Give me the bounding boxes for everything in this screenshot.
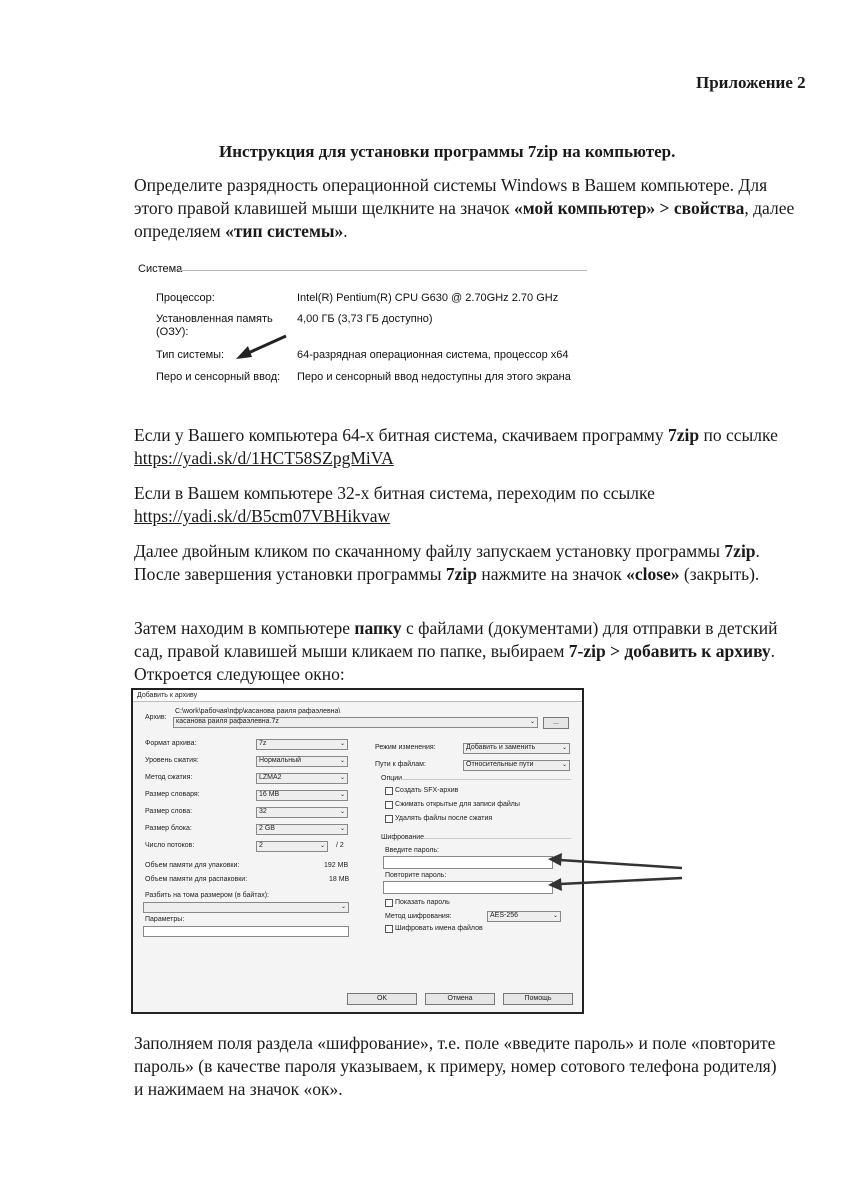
mem-unpack-label: Объем памяти для распаковки: (145, 876, 248, 883)
system-info-header: Система (138, 263, 183, 275)
paragraph-folder: Затем находим в компьютере папку с файлами (документами) для отправки в детский сад, правой клавишей мыши кликаем по папке, выбираем 7-zip > добавить к архиву. Откроется следующее окно: (134, 618, 778, 684)
paragraph-32bit: Если в Вашем компьютере 32-х битная система, переходим по ссылке https://yadi.sk/d/B5cm07VBHikvaw (134, 483, 655, 526)
divider (401, 779, 571, 780)
enc-method-select[interactable]: AES-256 ⌄ (487, 911, 561, 922)
paragraph-bitness: Определите разрядность операционной системы Windows в Вашем компьютере. Для этого правой клавишей мыши щелкните на значок «мой компьютер» > свойства, далее определяем «тип системы». (134, 175, 795, 241)
update-label: Режим изменения: (375, 744, 436, 751)
mem-pack-value: 192 MB (324, 862, 349, 869)
dict-select[interactable]: 16 MB ⌄ (256, 790, 348, 801)
paragraph-64bit: Если у Вашего компьютера 64-х битная система, скачиваем программу 7zip по ссылке https://yadi.sk/d/1HCT58SZpgMiVA (134, 425, 778, 468)
params-input[interactable] (143, 926, 349, 937)
mem-unpack-value: 18 MB (329, 876, 350, 883)
divider (423, 838, 571, 839)
options-label: Опции (381, 775, 403, 782)
encryption-label: Шифрование (381, 834, 425, 841)
divider (178, 270, 587, 271)
level-select[interactable]: Нормальный ⌄ (256, 756, 348, 767)
shared-label: Сжимать открытые для записи файлы (395, 801, 520, 808)
block-select[interactable]: 2 GB ⌄ (256, 824, 348, 835)
split-select[interactable]: ⌄ (143, 902, 349, 913)
split-label: Разбить на тома размером (в байтах): (145, 892, 270, 899)
method-label: Метод сжатия: (145, 774, 193, 781)
sfx-label: Создать SFX-архив (395, 787, 459, 794)
pen-label: Перо и сенсорный ввод: (156, 371, 281, 383)
memory-label: Установленная память (ОЗУ): (156, 313, 273, 338)
mem-pack-label: Объем памяти для упаковки: (145, 862, 240, 869)
archive-path: C:\work\рабочая\пфр\касанова раиля рафаэлевна\ (175, 708, 341, 715)
threads-select[interactable]: 2 ⌄ (256, 841, 328, 852)
block-label: Размер блока: (145, 825, 192, 832)
browse-button[interactable]: ... (543, 717, 569, 729)
encrypt-names-label: Шифровать имена файлов (395, 925, 483, 932)
pointer-arrow-icon (232, 332, 292, 362)
threads-label: Число потоков: (145, 842, 195, 849)
link-64bit[interactable]: https://yadi.sk/d/1HCT58SZpgMiVA (134, 448, 394, 468)
paragraph-final: Заполняем поля раздела «шифрование», т.е. поле «введите пароль» и поле «повторите пароль» (в качестве пароля указываем, к примеру, номер сотового телефона родителя) и нажимаем на значок «ок». (134, 1033, 777, 1099)
archive-name-select[interactable]: касанова раиля рафаэлевна.7z ⌄ (173, 717, 538, 728)
password-label: Введите пароль: (385, 847, 440, 854)
dialog-title: Добавить к архиву (137, 692, 198, 699)
show-password-checkbox[interactable] (385, 899, 393, 907)
format-label: Формат архива: (145, 740, 197, 747)
appendix-label: Приложение 2 (696, 73, 806, 92)
dict-label: Размер словаря: (145, 791, 200, 798)
processor-value: Intel(R) Pentium(R) CPU G630 @ 2.70GHz 2.70 GHz (297, 292, 559, 304)
word-label: Размер слова: (145, 808, 193, 815)
level-label: Уровень сжатия: (145, 757, 199, 764)
ok-button[interactable]: OK (347, 993, 417, 1005)
system-type-value: 64-разрядная операционная система, процессор x64 (297, 349, 569, 361)
sfx-checkbox[interactable] (385, 787, 393, 795)
password-input[interactable] (383, 856, 553, 869)
paths-select[interactable]: Относительные пути ⌄ (463, 760, 570, 771)
word-select[interactable]: 32 ⌄ (256, 807, 348, 818)
help-button[interactable]: Помощь (503, 993, 573, 1005)
update-select[interactable]: Добавить и заменить ⌄ (463, 743, 570, 754)
delete-label: Удалять файлы после сжатия (395, 815, 493, 822)
link-32bit[interactable]: https://yadi.sk/d/B5cm07VBHikvaw (134, 506, 391, 526)
cancel-button[interactable]: Отмена (425, 993, 495, 1005)
paths-label: Пути к файлам: (375, 761, 426, 768)
system-type-label: Тип системы: (156, 349, 225, 361)
paragraph-install: Далее двойным кликом по скачанному файлу запускаем установку программы 7zip. После завершения установки программы 7zip нажмите на значок «close» (закрыть). (134, 541, 760, 584)
memory-value: 4,00 ГБ (3,73 ГБ доступно) (297, 313, 433, 325)
encrypt-names-checkbox[interactable] (385, 925, 393, 933)
pen-value: Перо и сенсорный ввод недоступны для этого экрана (297, 371, 571, 383)
page-title: Инструкция для установки программы 7zip на компьютер. (219, 142, 676, 161)
params-label: Параметры: (145, 916, 185, 923)
add-to-archive-dialog (131, 688, 584, 1014)
shared-checkbox[interactable] (385, 801, 393, 809)
threads-max: / 2 (336, 842, 344, 849)
method-select[interactable]: LZMA2 ⌄ (256, 773, 348, 784)
dialog-titlebar (133, 690, 582, 702)
repeat-password-label: Повторите пароль: (385, 872, 447, 879)
delete-checkbox[interactable] (385, 815, 393, 823)
enc-method-label: Метод шифрования: (385, 913, 452, 920)
processor-label: Процессор: (156, 292, 215, 304)
format-select[interactable]: 7z ⌄ (256, 739, 348, 750)
system-info-panel (132, 260, 587, 395)
repeat-password-input[interactable] (383, 881, 553, 894)
archive-label: Архив: (145, 714, 167, 721)
show-password-label: Показать пароль (395, 899, 450, 906)
